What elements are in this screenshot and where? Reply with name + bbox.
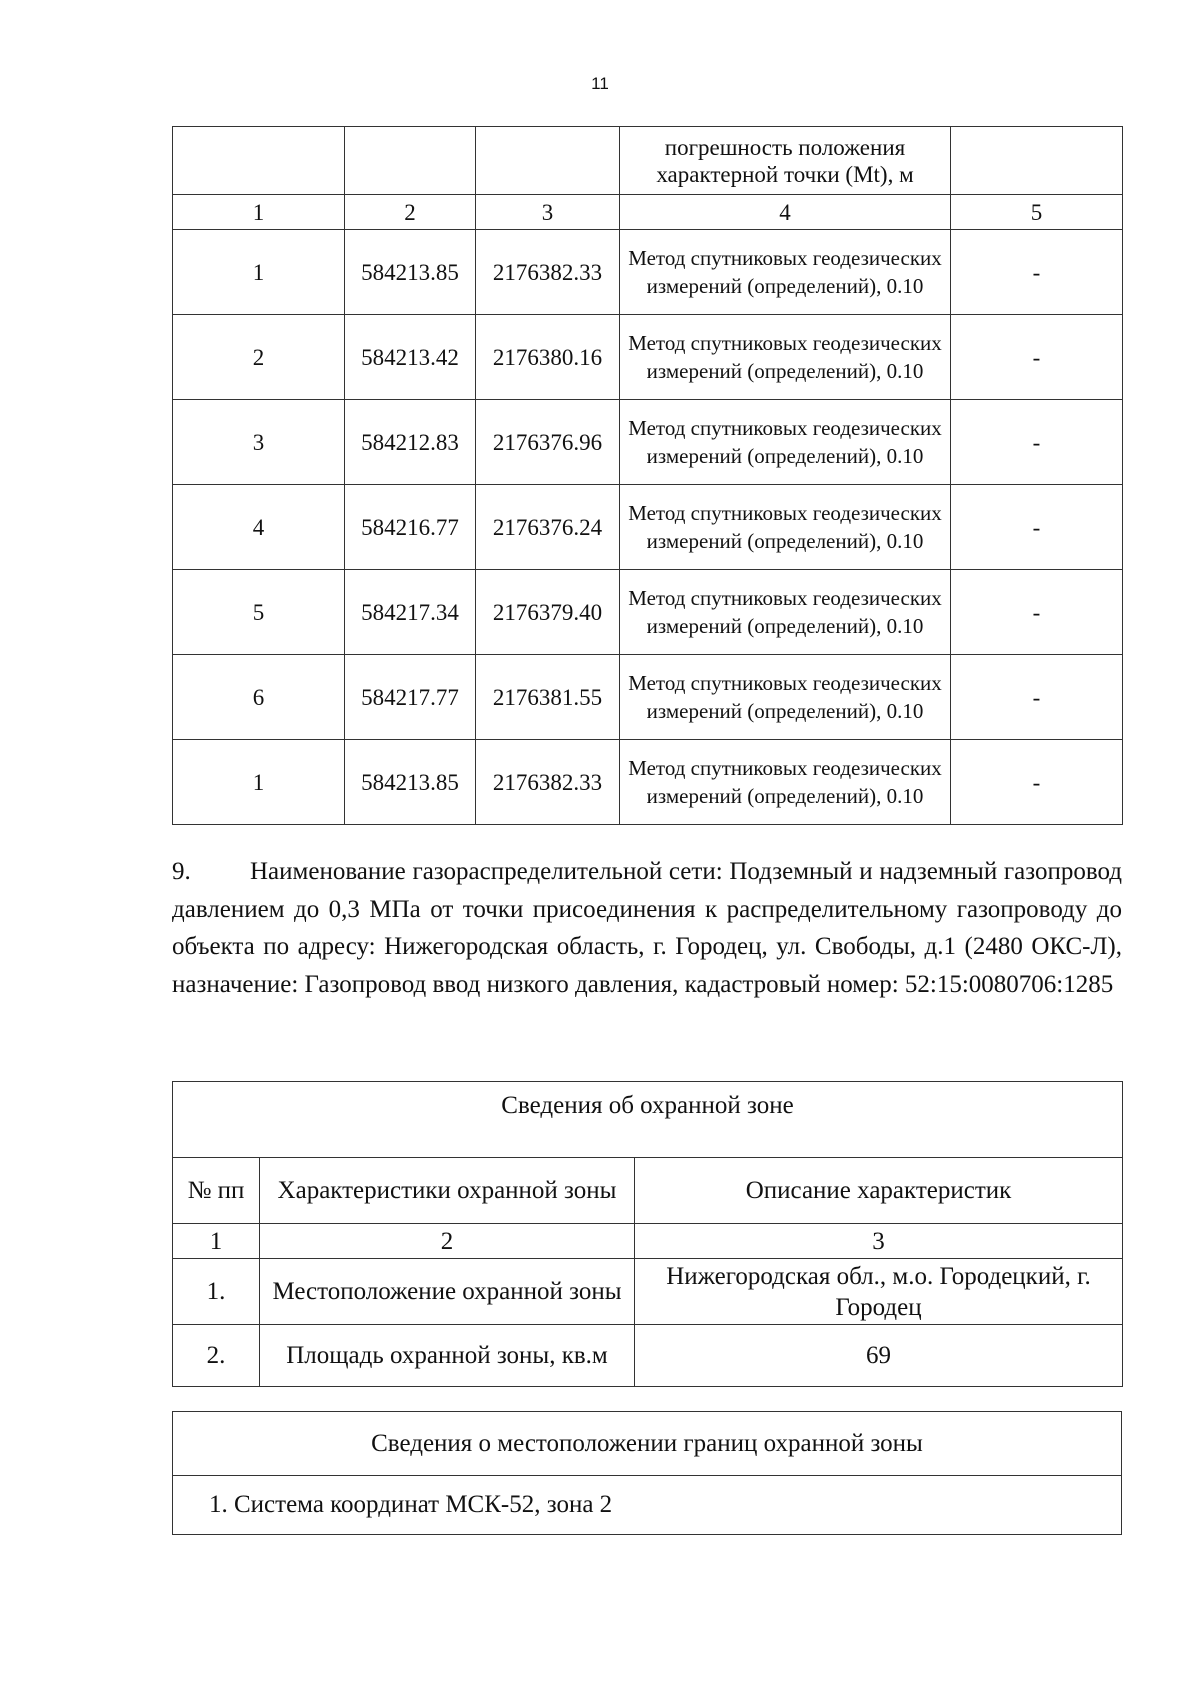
method-accuracy: Метод спутниковых геодезических измерений (определений), 0.10 <box>620 740 951 825</box>
table-header-row <box>173 1158 1123 1224</box>
method-accuracy: Метод спутниковых геодезических измерений (определений), 0.10 <box>620 400 951 485</box>
point-number: 2 <box>173 315 345 400</box>
header-cell-accuracy: погрешность положения характерной точки (Mt), м <box>620 127 951 195</box>
note: - <box>951 655 1123 740</box>
column-number: 1 <box>173 1224 260 1259</box>
coordinate-x: 584212.83 <box>345 400 476 485</box>
point-number: 4 <box>173 485 345 570</box>
table-row <box>173 1325 1123 1387</box>
row-number: 1. <box>173 1259 260 1325</box>
protection-zone-table <box>172 1081 1123 1387</box>
note: - <box>951 740 1123 825</box>
header-cell: № пп <box>173 1158 260 1224</box>
header-cell-empty <box>173 127 345 195</box>
coordinate-y: 2176380.16 <box>476 315 620 400</box>
column-number: 3 <box>476 195 620 230</box>
column-number: 4 <box>620 195 951 230</box>
section-number: 9. <box>172 858 191 885</box>
table-row <box>173 655 1123 740</box>
section-paragraph <box>172 853 1122 1003</box>
method-accuracy: Метод спутниковых геодезических измерений (определений), 0.10 <box>620 655 951 740</box>
coordinate-x: 584213.85 <box>345 740 476 825</box>
table-row <box>173 570 1123 655</box>
point-number: 5 <box>173 570 345 655</box>
point-number: 6 <box>173 655 345 740</box>
table-row <box>173 740 1123 825</box>
header-cell-empty <box>951 127 1123 195</box>
note: - <box>951 485 1123 570</box>
method-accuracy: Метод спутниковых геодезических измерений (определений), 0.10 <box>620 315 951 400</box>
method-accuracy: Метод спутниковых геодезических измерений (определений), 0.10 <box>620 485 951 570</box>
column-number: 2 <box>260 1224 635 1259</box>
coordinate-x: 584213.85 <box>345 230 476 315</box>
coordinate-y: 2176376.96 <box>476 400 620 485</box>
header-cell-empty <box>476 127 620 195</box>
coordinate-y: 2176382.33 <box>476 230 620 315</box>
table-header-row <box>173 127 1123 195</box>
note: - <box>951 230 1123 315</box>
table-title-row <box>173 1412 1122 1476</box>
coordinate-x: 584213.42 <box>345 315 476 400</box>
point-number: 1 <box>173 740 345 825</box>
coordinate-y: 2176382.33 <box>476 740 620 825</box>
table-row <box>173 400 1123 485</box>
table-row <box>173 1259 1123 1325</box>
table-row <box>173 230 1123 315</box>
coordinates-table <box>172 126 1123 825</box>
row-number: 2. <box>173 1325 260 1387</box>
table-title: Сведения о местоположении границ охранной зоны <box>173 1412 1122 1476</box>
point-number: 1 <box>173 230 345 315</box>
table-row <box>173 1476 1122 1535</box>
point-number: 3 <box>173 400 345 485</box>
description: Нижегородская обл., м.о. Городецкий, г. Городец <box>635 1259 1123 1325</box>
column-number: 3 <box>635 1224 1123 1259</box>
table-row <box>173 485 1123 570</box>
header-cell: Характеристики охранной зоны <box>260 1158 635 1224</box>
column-number-row <box>173 1224 1123 1259</box>
column-number: 2 <box>345 195 476 230</box>
note: - <box>951 315 1123 400</box>
coordinate-y: 2176381.55 <box>476 655 620 740</box>
column-number: 1 <box>173 195 345 230</box>
characteristic: Площадь охранной зоны, кв.м <box>260 1325 635 1387</box>
table-title: Сведения об охранной зоне <box>173 1082 1123 1158</box>
characteristic: Местоположение охранной зоны <box>260 1259 635 1325</box>
zone-boundaries-table <box>172 1411 1122 1535</box>
table-row <box>173 315 1123 400</box>
method-accuracy: Метод спутниковых геодезических измерений (определений), 0.10 <box>620 230 951 315</box>
page-number: 11 <box>591 74 609 93</box>
header-cell: Описание характеристик <box>635 1158 1123 1224</box>
coordinate-x: 584217.77 <box>345 655 476 740</box>
coordinate-x: 584217.34 <box>345 570 476 655</box>
section-text: Наименование газораспределительной сети: Подземный и надземный газопровод давлением до 0,3 МПа от точки присоединения к распределительному газопроводу до объекта по адресу: Нижегородская область, г. Городец, ул. Свободы, д.1 (2480 ОКС-Л), назначение: Газопровод ввод низкого давления, кадастровый номер: 52:15:0080706:1285 <box>172 858 1122 998</box>
column-number: 5 <box>951 195 1123 230</box>
description: 69 <box>635 1325 1123 1387</box>
note: - <box>951 400 1123 485</box>
coordinate-y: 2176379.40 <box>476 570 620 655</box>
coordinate-system: 1. Система координат МСК-52, зона 2 <box>173 1476 1122 1535</box>
coordinate-y: 2176376.24 <box>476 485 620 570</box>
method-accuracy: Метод спутниковых геодезических измерений (определений), 0.10 <box>620 570 951 655</box>
header-cell-empty <box>345 127 476 195</box>
column-number-row <box>173 195 1123 230</box>
table-title-row <box>173 1082 1123 1158</box>
note: - <box>951 570 1123 655</box>
coordinate-x: 584216.77 <box>345 485 476 570</box>
